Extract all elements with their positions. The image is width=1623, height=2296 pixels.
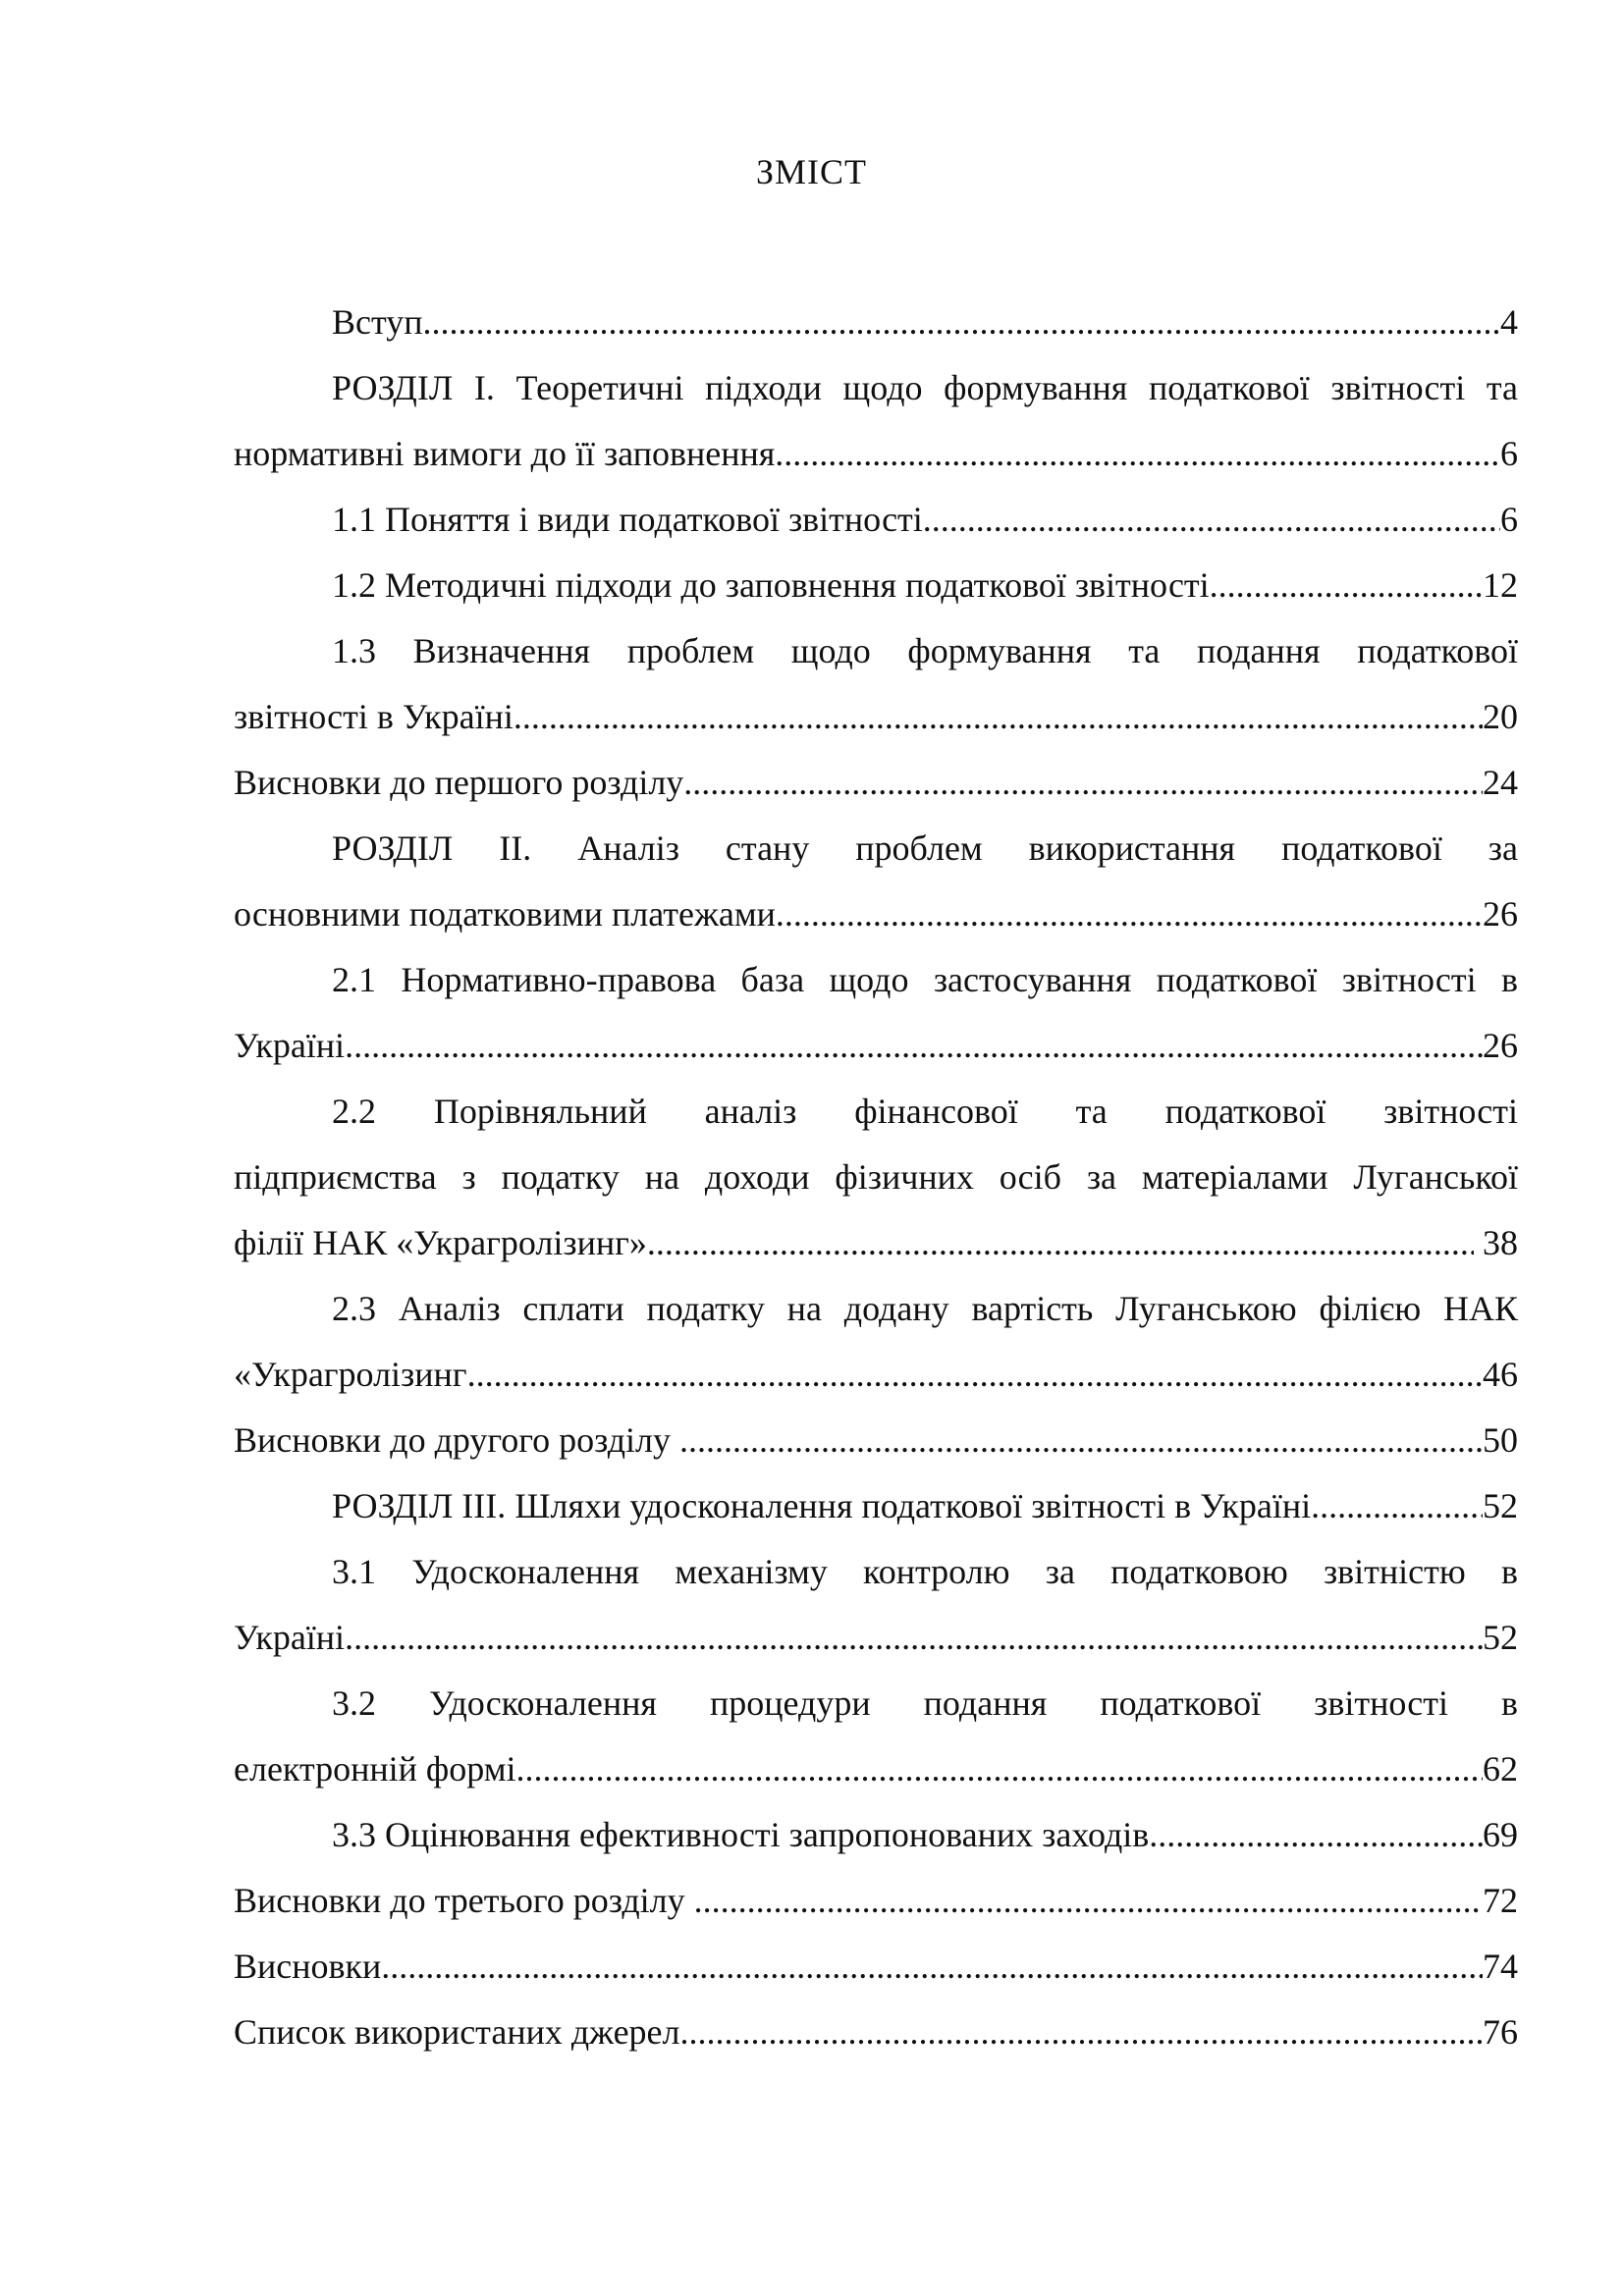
toc-leader-dots bbox=[514, 684, 1483, 750]
toc-entry[interactable] bbox=[234, 553, 1518, 618]
toc-leader-dots bbox=[345, 1605, 1483, 1671]
toc-entry-lead[interactable]: РОЗДІЛ ІІ. Аналіз стану проблем використання податкової за bbox=[332, 828, 1518, 868]
toc-leader-dots bbox=[515, 1736, 1483, 1802]
toc-entry[interactable] bbox=[234, 1736, 1518, 1802]
toc-entry-text: основними податковими платежами bbox=[234, 894, 776, 934]
toc-entry-lead[interactable]: 2.3 Аналіз сплати податку на додану вартість Луганською філією НАК bbox=[332, 1289, 1518, 1328]
toc-entry-text: РОЗДІЛ ІІІ. Шляхи удосконалення податкової звітності в Україні bbox=[332, 1486, 1312, 1525]
toc-leader-dots bbox=[776, 881, 1483, 947]
toc-page-number: 52 bbox=[1483, 1618, 1518, 1657]
toc-entry[interactable] bbox=[234, 1473, 1518, 1539]
toc-page-number: 72 bbox=[1483, 1881, 1518, 1920]
toc-page-number: 38 bbox=[1474, 1223, 1518, 1262]
toc-entry-text: філії НАК «Украгролізинг» bbox=[234, 1223, 647, 1262]
toc-entry-text: Україні bbox=[234, 1026, 346, 1065]
toc-page-number: 12 bbox=[1483, 565, 1518, 605]
toc-entry[interactable] bbox=[234, 1408, 1518, 1473]
toc-entry-text: звітності в Україні bbox=[234, 697, 514, 736]
toc-leader-dots bbox=[381, 1934, 1483, 2000]
toc-entry-text: Висновки до третього розділу bbox=[234, 1881, 694, 1920]
toc-page-number: 4 bbox=[1500, 302, 1518, 342]
toc-page-number: 6 bbox=[1500, 500, 1518, 539]
toc-page-number: 20 bbox=[1483, 697, 1518, 736]
toc-entry[interactable] bbox=[234, 1802, 1518, 1868]
toc-page-number: 26 bbox=[1483, 1026, 1518, 1065]
page-title: ЗМІСТ bbox=[755, 152, 868, 191]
toc-leader-dots bbox=[467, 1342, 1483, 1408]
toc-leader-dots bbox=[679, 1408, 1483, 1473]
toc-entry[interactable] bbox=[234, 881, 1518, 947]
toc-leader-dots bbox=[923, 487, 1500, 553]
toc-entry-text: 3.3 Оцінювання ефективності запропонованих заходів bbox=[332, 1815, 1150, 1854]
toc-entry[interactable] bbox=[234, 421, 1518, 487]
table-of-contents bbox=[234, 290, 1518, 2065]
toc-entry[interactable] bbox=[234, 1868, 1518, 1934]
toc-page-number: 6 bbox=[1500, 434, 1518, 473]
toc-entry-text: 1.2 Методичні підходи до заповнення податкової звітності bbox=[332, 565, 1210, 605]
toc-page-number: 50 bbox=[1483, 1420, 1518, 1460]
toc-entry-text: Україні bbox=[234, 1618, 346, 1657]
toc-entry-lead[interactable]: 3.2 Удосконалення процедури подання податкової звітності в bbox=[332, 1683, 1518, 1723]
toc-entry-text: нормативні вимоги до її заповнення bbox=[234, 434, 776, 473]
toc-entry-text: Висновки до першого розділу bbox=[234, 763, 684, 802]
toc-entry-lead[interactable]: 3.1 Удосконалення механізму контролю за податковою звітністю в bbox=[332, 1552, 1518, 1591]
toc-entry-text: «Украгролізинг bbox=[234, 1355, 467, 1394]
toc-leader-dots bbox=[423, 290, 1500, 355]
toc-page-number: 74 bbox=[1483, 1947, 1518, 1986]
toc-leader-dots bbox=[680, 2000, 1484, 2065]
toc-entry[interactable] bbox=[234, 487, 1518, 553]
toc-page-number: 62 bbox=[1483, 1749, 1518, 1789]
toc-page-number: 69 bbox=[1483, 1815, 1518, 1854]
toc-entry-lead[interactable]: 2.2 Порівняльний аналіз фінансової та податкової звітності bbox=[332, 1092, 1518, 1131]
toc-entry-lead[interactable]: 1.3 Визначення проблем щодо формування та подання податкової bbox=[332, 631, 1518, 670]
toc-leader-dots bbox=[683, 750, 1483, 816]
toc-entry[interactable] bbox=[234, 290, 1518, 355]
toc-entry[interactable] bbox=[234, 2000, 1518, 2065]
toc-leader-dots bbox=[1311, 1473, 1483, 1539]
toc-leader-dots bbox=[775, 421, 1500, 487]
toc-entry-lead[interactable]: 2.1 Нормативно-правова база щодо застосування податкової звітності в bbox=[332, 960, 1518, 999]
toc-entry-text: 1.1 Поняття і види податкової звітності bbox=[332, 500, 923, 539]
toc-leader-dots bbox=[345, 1013, 1483, 1079]
toc-entry-text: Вступ bbox=[332, 302, 423, 342]
toc-page-number: 46 bbox=[1483, 1355, 1518, 1394]
toc-entry[interactable] bbox=[234, 750, 1518, 816]
toc-entry[interactable] bbox=[234, 1013, 1518, 1079]
toc-entry-text: Висновки bbox=[234, 1947, 382, 1986]
toc-entry[interactable] bbox=[234, 1342, 1518, 1408]
toc-entry[interactable] bbox=[234, 684, 1518, 750]
toc-entry-text: Список використаних джерел bbox=[234, 2012, 680, 2052]
toc-entry-text: Висновки до другого розділу bbox=[234, 1420, 680, 1460]
toc-entry[interactable] bbox=[234, 1934, 1518, 2000]
toc-entry-continuation[interactable]: підприємства з податку на доходи фізичних осіб за матеріалами Луганської bbox=[234, 1157, 1518, 1197]
toc-leader-dots bbox=[694, 1868, 1483, 1934]
toc-page-number: 26 bbox=[1483, 894, 1518, 934]
toc-entry[interactable] bbox=[234, 1210, 1518, 1276]
toc-entry-text: електронній формі bbox=[234, 1749, 516, 1789]
toc-leader-dots bbox=[1149, 1802, 1483, 1868]
toc-page-number: 52 bbox=[1483, 1486, 1518, 1525]
toc-entry[interactable] bbox=[234, 1605, 1518, 1671]
toc-leader-dots bbox=[1210, 553, 1483, 618]
toc-page-number: 76 bbox=[1483, 2012, 1518, 2052]
toc-entry-lead[interactable]: РОЗДІЛ І. Теоретичні підходи щодо формування податкової звітності та bbox=[332, 368, 1518, 407]
toc-leader-dots bbox=[647, 1210, 1474, 1276]
toc-page-number: 24 bbox=[1483, 763, 1518, 802]
